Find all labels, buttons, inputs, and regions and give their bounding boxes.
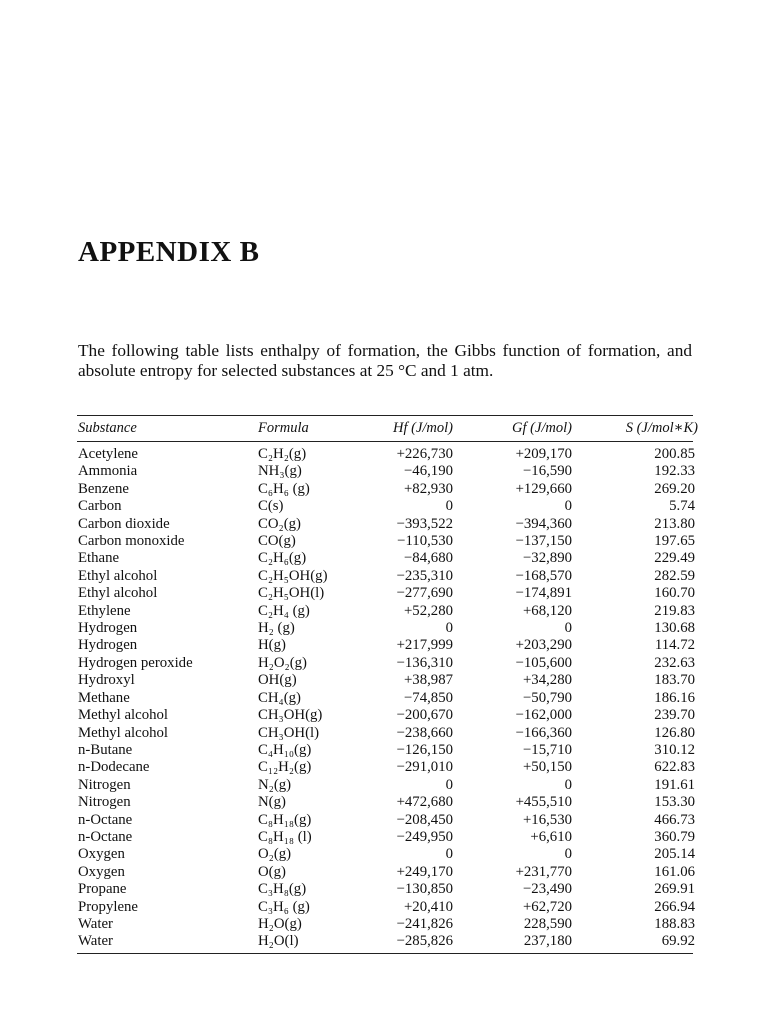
table-row: [77, 933, 697, 950]
table-row: [77, 846, 697, 863]
substance-cell: Methyl alcohol: [78, 707, 168, 724]
entropy-cell: 126.80: [654, 724, 695, 741]
entropy-cell: 269.20: [654, 480, 695, 497]
entropy-cell: 188.83: [654, 915, 695, 932]
formula-cell: CO₂(g): [258, 515, 301, 532]
entropy-cell: 282.59: [654, 567, 695, 584]
formula-cell: C₈H₁₈(g): [258, 811, 312, 828]
column-header-enthalpy: Hf (J/mol): [393, 420, 453, 436]
gibbs-cell: −105,600: [515, 654, 572, 671]
table-row: [77, 742, 697, 759]
substance-cell: Propylene: [78, 898, 138, 915]
substance-cell: Propane: [78, 881, 127, 898]
formula-cell: C₆H₆ (g): [258, 480, 310, 497]
entropy-cell: 183.70: [654, 672, 695, 689]
table-row: [77, 899, 697, 916]
substance-cell: Oxygen: [78, 846, 125, 863]
gibbs-cell: +231,770: [515, 863, 572, 880]
gibbs-cell: 0: [564, 620, 572, 637]
enthalpy-cell: −393,522: [396, 515, 453, 532]
substance-cell: Water: [78, 933, 113, 950]
enthalpy-cell: −235,310: [396, 567, 453, 584]
enthalpy-cell: −136,310: [396, 654, 453, 671]
table-row: [77, 481, 697, 498]
substance-cell: Hydroxyl: [78, 672, 135, 689]
enthalpy-cell: −238,660: [396, 724, 453, 741]
formula-cell: CO(g): [258, 533, 296, 550]
entropy-cell: 5.74: [669, 498, 695, 515]
table-row: [77, 812, 697, 829]
enthalpy-cell: −126,150: [396, 741, 453, 758]
formula-cell: O₂(g): [258, 846, 292, 863]
formula-cell: CH₃OH(l): [258, 724, 320, 741]
enthalpy-cell: +226,730: [396, 446, 453, 462]
enthalpy-cell: 0: [445, 498, 453, 515]
formula-cell: CH₃OH(g): [258, 707, 323, 724]
table-body: [77, 442, 697, 951]
substance-cell: Ethylene: [78, 602, 131, 619]
table-row: [77, 881, 697, 898]
enthalpy-cell: +249,170: [396, 863, 453, 880]
formula-cell: C₃H₈(g): [258, 881, 307, 898]
gibbs-cell: −32,890: [522, 550, 572, 567]
enthalpy-cell: −130,850: [396, 881, 453, 898]
table-row: [77, 533, 697, 550]
substance-cell: n-Butane: [78, 741, 133, 758]
gibbs-cell: +6,610: [530, 828, 572, 845]
formula-cell: H₂O(l): [258, 933, 299, 950]
table-row: [77, 690, 697, 707]
substance-cell: Ethyl alcohol: [78, 567, 158, 584]
entropy-cell: 160.70: [654, 585, 695, 602]
gibbs-cell: −23,490: [522, 881, 572, 898]
table-row: [77, 916, 697, 933]
table-row: [77, 777, 697, 794]
entropy-cell: 229.49: [654, 550, 695, 567]
enthalpy-cell: +38,987: [403, 672, 453, 689]
table-row: [77, 603, 697, 620]
substance-cell: n-Octane: [78, 828, 133, 845]
table-row: [77, 759, 697, 776]
table-row: [77, 655, 697, 672]
gibbs-cell: +50,150: [522, 759, 572, 776]
formula-cell: N₂(g): [258, 776, 292, 793]
entropy-cell: 192.33: [654, 463, 695, 480]
formula-cell: C₂H₅OH(g): [258, 567, 328, 584]
gibbs-cell: 0: [564, 776, 572, 793]
thermo-table-container: [77, 415, 698, 954]
table-row: [77, 463, 697, 480]
substance-cell: Nitrogen: [78, 794, 131, 811]
substance-cell: Benzene: [78, 480, 129, 497]
formula-cell: C₈H₁₈ (l): [258, 828, 312, 845]
formula-cell: N(g): [258, 794, 286, 811]
entropy-cell: 269.91: [654, 881, 695, 898]
substance-cell: n-Octane: [78, 811, 133, 828]
substance-cell: Acetylene: [78, 446, 138, 462]
enthalpy-cell: −46,190: [403, 463, 453, 480]
gibbs-cell: 0: [564, 846, 572, 863]
substance-cell: Hydrogen peroxide: [78, 654, 193, 671]
table-row: [77, 637, 697, 654]
substance-cell: Carbon monoxide: [78, 533, 185, 550]
header-row: [77, 416, 698, 439]
formula-cell: C₂H₄ (g): [258, 602, 310, 619]
entropy-cell: 205.14: [654, 846, 695, 863]
table-header: [77, 416, 698, 439]
column-header-substance: Substance: [78, 420, 137, 436]
table-row: [77, 516, 697, 533]
table-row: [77, 550, 697, 567]
gibbs-cell: +68,120: [522, 602, 572, 619]
table-row: [77, 585, 697, 602]
appendix-heading: APPENDIX B: [78, 236, 260, 268]
column-header-entropy: S (J/mol∗K): [625, 420, 698, 436]
entropy-cell: 197.65: [654, 533, 695, 550]
table-row: [77, 829, 697, 846]
entropy-cell: 186.16: [654, 689, 695, 706]
enthalpy-cell: +82,930: [403, 480, 453, 497]
gibbs-cell: −16,590: [522, 463, 572, 480]
table-row: [77, 568, 697, 585]
substance-cell: Carbon: [78, 498, 122, 515]
gibbs-cell: +34,280: [522, 672, 572, 689]
formula-cell: H₂O(g): [258, 915, 302, 932]
enthalpy-cell: +472,680: [396, 794, 453, 811]
formula-cell: H₂O₂(g): [258, 654, 307, 671]
substance-cell: Ethyl alcohol: [78, 585, 158, 602]
enthalpy-cell: +217,999: [396, 637, 453, 654]
substance-cell: Methyl alcohol: [78, 724, 168, 741]
enthalpy-cell: −74,850: [403, 689, 453, 706]
enthalpy-cell: +52,280: [403, 602, 453, 619]
substance-cell: Hydrogen: [78, 637, 138, 654]
substance-cell: Nitrogen: [78, 776, 131, 793]
table-row: [77, 442, 697, 463]
gibbs-cell: −162,000: [515, 707, 572, 724]
gibbs-cell: +209,170: [515, 446, 572, 462]
gibbs-cell: 237,180: [523, 933, 572, 950]
formula-cell: NH₃(g): [258, 463, 302, 480]
gibbs-cell: −137,150: [515, 533, 572, 550]
enthalpy-cell: −249,950: [396, 828, 453, 845]
enthalpy-cell: 0: [445, 776, 453, 793]
intro-paragraph: The following table lists enthalpy of formation, the Gibbs function of formation, and absolute entropy for selected substances at 25 °C and 1 atm.: [78, 341, 692, 380]
enthalpy-cell: −285,826: [396, 933, 453, 950]
column-header-formula: Formula: [258, 420, 309, 436]
column-header-gibbs: Gf (J/mol): [512, 420, 572, 436]
entropy-cell: 266.94: [654, 898, 695, 915]
entropy-cell: 114.72: [654, 637, 695, 654]
thermo-table: [77, 416, 698, 439]
table-row: [77, 794, 697, 811]
enthalpy-cell: −208,450: [396, 811, 453, 828]
formula-cell: C₂H₂(g): [258, 446, 307, 462]
entropy-cell: 310.12: [654, 741, 695, 758]
gibbs-cell: −174,891: [515, 585, 572, 602]
entropy-cell: 360.79: [654, 828, 695, 845]
entropy-cell: 232.63: [654, 654, 695, 671]
formula-cell: C₁₂H₂(g): [258, 759, 312, 776]
substance-cell: Water: [78, 915, 113, 932]
entropy-cell: 200.85: [654, 446, 695, 462]
formula-cell: C₂H₅OH(l): [258, 585, 325, 602]
enthalpy-cell: −200,670: [396, 707, 453, 724]
enthalpy-cell: −110,530: [397, 533, 453, 550]
formula-cell: C₃H₆ (g): [258, 898, 310, 915]
table-row: [77, 707, 697, 724]
gibbs-cell: −394,360: [515, 515, 572, 532]
enthalpy-cell: −277,690: [396, 585, 453, 602]
gibbs-cell: −15,710: [522, 741, 572, 758]
table-row: [77, 864, 697, 881]
entropy-cell: 130.68: [654, 620, 695, 637]
entropy-cell: 69.92: [661, 933, 695, 950]
substance-cell: Ethane: [78, 550, 120, 567]
substance-cell: Carbon dioxide: [78, 515, 170, 532]
entropy-cell: 466.73: [654, 811, 695, 828]
gibbs-cell: −168,570: [515, 567, 572, 584]
formula-cell: C₂H₆(g): [258, 550, 307, 567]
enthalpy-cell: +20,410: [403, 898, 453, 915]
formula-cell: H(g): [258, 637, 286, 654]
entropy-cell: 213.80: [654, 515, 695, 532]
entropy-cell: 153.30: [654, 794, 695, 811]
table-bottom-rule: [77, 953, 693, 954]
gibbs-cell: +203,290: [515, 637, 572, 654]
enthalpy-cell: −241,826: [396, 915, 453, 932]
entropy-cell: 239.70: [654, 707, 695, 724]
table-row: [77, 725, 697, 742]
substance-cell: n-Dodecane: [78, 759, 150, 776]
gibbs-cell: +129,660: [515, 480, 572, 497]
enthalpy-cell: 0: [445, 620, 453, 637]
entropy-cell: 622.83: [654, 759, 695, 776]
thermo-table-body: [77, 442, 697, 951]
gibbs-cell: −166,360: [515, 724, 572, 741]
formula-cell: H₂ (g): [258, 620, 295, 637]
substance-cell: Oxygen: [78, 863, 125, 880]
formula-cell: O(g): [258, 863, 286, 880]
entropy-cell: 191.61: [654, 776, 695, 793]
gibbs-cell: +16,530: [522, 811, 572, 828]
entropy-cell: 219.83: [654, 602, 695, 619]
gibbs-cell: +62,720: [522, 898, 572, 915]
table-row: [77, 498, 697, 515]
gibbs-cell: −50,790: [522, 689, 572, 706]
formula-cell: CH₄(g): [258, 689, 301, 706]
gibbs-cell: +455,510: [515, 794, 572, 811]
substance-cell: Hydrogen: [78, 620, 138, 637]
table-row: [77, 672, 697, 689]
formula-cell: C₄H₁₀(g): [258, 741, 312, 758]
substance-cell: Ammonia: [78, 463, 138, 480]
enthalpy-cell: −84,680: [403, 550, 453, 567]
enthalpy-cell: 0: [445, 846, 453, 863]
formula-cell: OH(g): [258, 672, 297, 689]
gibbs-cell: 228,590: [523, 915, 572, 932]
formula-cell: C(s): [258, 498, 284, 515]
gibbs-cell: 0: [564, 498, 572, 515]
entropy-cell: 161.06: [654, 863, 695, 880]
substance-cell: Methane: [78, 689, 130, 706]
enthalpy-cell: −291,010: [396, 759, 453, 776]
table-row: [77, 620, 697, 637]
